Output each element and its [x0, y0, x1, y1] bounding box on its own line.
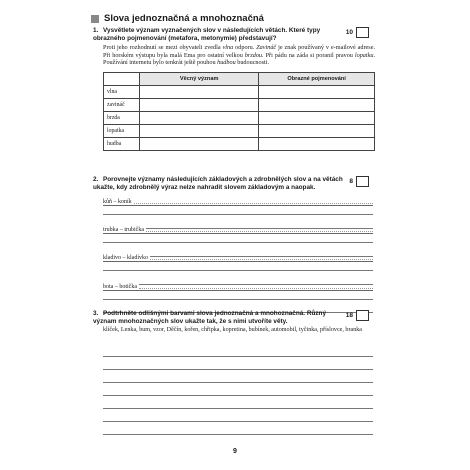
answer-line[interactable] [103, 369, 373, 370]
section-title: Slova jednoznačná a mnohoznačná [104, 13, 264, 24]
task-3 [93, 310, 375, 335]
task-1 [93, 27, 375, 151]
task-2 [93, 176, 375, 193]
answer-line[interactable] [103, 214, 373, 215]
table-row: hudba [104, 138, 375, 151]
task-1-text: Proti jeho rozhodnutí se mezi obyvateli zvedla vlna odporu. Zavináč je znak používaný v e-mailové adrese. Při horském výstupu byla malá Ema pro ostatní velkou brzdou. Při pádu na záda si poranil pravou lopatku. Používání internetu bylo tenkrát ještě pouhou hudbou budoucnosti. [103, 43, 376, 67]
answer-line[interactable] [103, 270, 373, 271]
pair-line[interactable]: kůň – koník [103, 196, 373, 206]
pair-line[interactable]: kladivo – kladívko [103, 252, 373, 262]
meaning-table [103, 72, 375, 151]
section-square-icon [91, 15, 99, 23]
table-row: lopatka [104, 125, 375, 138]
table-header: Obrazné pojmenování [259, 73, 375, 86]
section-heading [91, 13, 264, 24]
answer-line[interactable] [103, 299, 373, 300]
points-box[interactable] [356, 176, 369, 187]
table-row: brzda [104, 112, 375, 125]
answer-line[interactable] [103, 395, 373, 396]
points-box[interactable] [356, 310, 369, 321]
answer-line[interactable] [103, 408, 373, 409]
pair-line[interactable]: bota – botička [103, 281, 373, 291]
page-number: 9 [233, 448, 237, 455]
answer-line[interactable] [103, 434, 373, 435]
task-3-points: 18 [346, 310, 369, 321]
answer-line[interactable] [103, 356, 373, 357]
task-3-question: 3. Podtrhněte odlišnými barvami slova jednoznačná a mnohoznačná. Různý význam mnohoznačných slov ukažte tak, že s nimi utvoříte věty. [93, 310, 327, 326]
task-2-points: 8 [349, 176, 369, 187]
table-header: Věcný význam [140, 73, 259, 86]
answer-line[interactable] [103, 242, 373, 243]
task-1-question: 1. Vysvětlete význam vyznačených slov v následujících větách. Které typy obrazného pojmenování (metafora, metonymie) představují? [93, 27, 321, 43]
pair-line[interactable]: trubka – trubička [103, 224, 373, 234]
task-2-question: 2. Porovnejte významy následujících základových a zdrobnělých slov a na větách ukažte, kdy zdrobnělý výraz nelze nahradit slovem základovým a naopak. [93, 176, 343, 192]
table-row: vlna [104, 86, 375, 99]
table-header [104, 73, 140, 86]
word-list: klíček, Lenka, bum, vzor, Děčín, kořen, chřipka, kopretina, bubínek, automobil, tyčinka, příslovce, branka [103, 326, 362, 333]
answer-line[interactable] [103, 421, 373, 422]
answer-line[interactable] [103, 382, 373, 383]
points-box[interactable] [356, 27, 369, 38]
table-row: zavináč [104, 99, 375, 112]
task-1-points: 10 [346, 27, 369, 38]
